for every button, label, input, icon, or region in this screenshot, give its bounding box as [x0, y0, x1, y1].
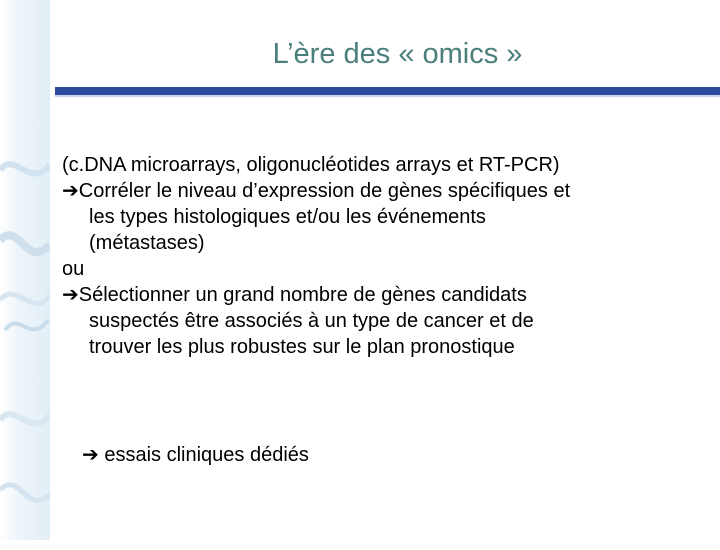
decorative-side-panel [0, 0, 50, 540]
bullet-1 [62, 178, 712, 204]
decorative-wave-graphic [0, 130, 50, 550]
bullet-2-continuation: trouver les plus robustes sur le plan pronostique [89, 336, 515, 358]
bullet-2-continuation: suspectés être associés à un type de cancer et de [89, 310, 534, 332]
bullet-2-text: Sélectionner un grand nombre de gènes candidats [78, 284, 527, 306]
slide-title: L’ère des « omics » [272, 38, 523, 70]
right-arrow-icon: ➔ [62, 284, 79, 306]
closing-line [82, 442, 309, 467]
title-underline-shadow [55, 95, 720, 97]
bullet-1-continuation: les types histologiques et/ou les événements [89, 206, 486, 228]
intro-line: (c.DNA microarrays, oligonucléotides arrays et RT-PCR) [62, 154, 560, 176]
closing-text: essais cliniques dédiés [104, 444, 309, 466]
right-arrow-icon: ➔ [62, 180, 79, 202]
slide-body [62, 152, 712, 360]
bullet-2 [62, 282, 712, 308]
or-text: ou [62, 258, 85, 280]
title-underline [55, 87, 720, 95]
bullet-1-continuation: (métastases) [89, 232, 205, 254]
bullet-1-text: Corréler le niveau d’expression de gènes spécifiques et [78, 180, 571, 202]
right-arrow-icon: ➔ [82, 444, 99, 466]
